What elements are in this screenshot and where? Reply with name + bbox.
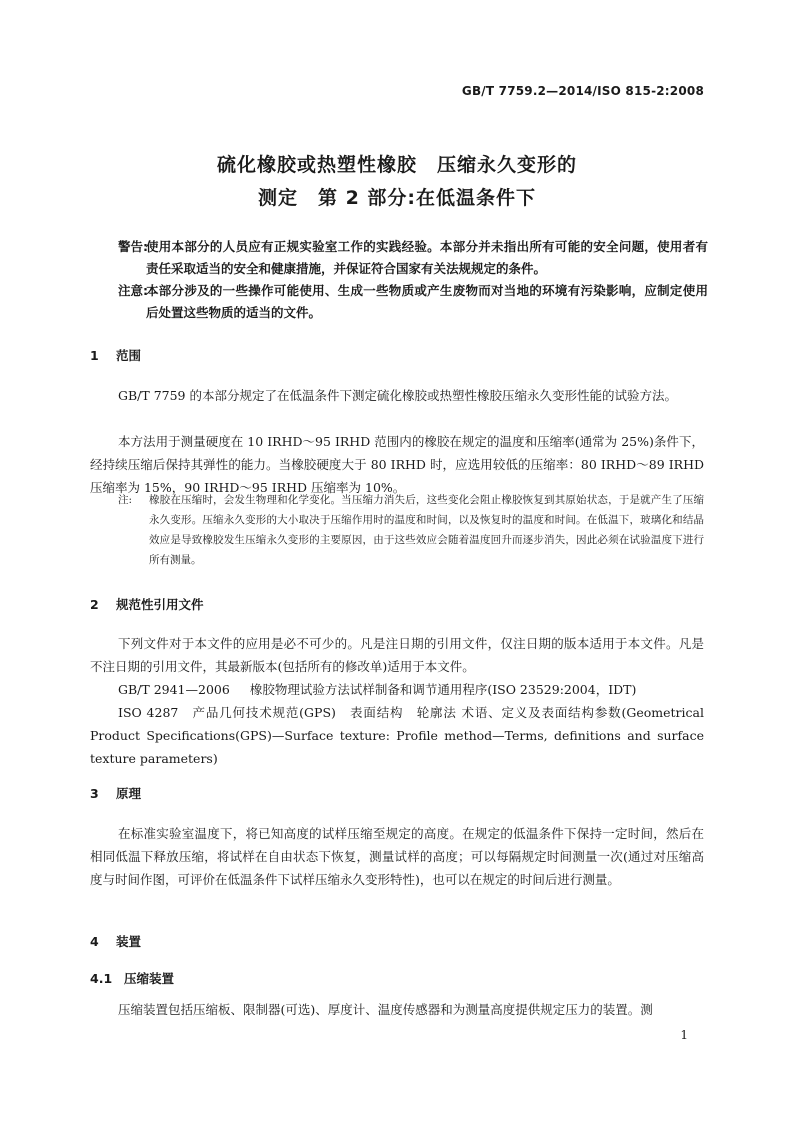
- section-title: 装置: [116, 934, 142, 949]
- subsection-number: 4.1: [90, 971, 113, 986]
- section-2-heading: [90, 595, 204, 613]
- section-3-paragraph-1: 在标准实验室温度下，将已知高度的试样压缩至规定的高度。在规定的低温条件下保持一定时间，然后在相同低温下释放压缩，将试样在自由状态下恢复，测量试样的高度；可以每隔规定时间测量一次(通过对压缩高度与时间作图，可评价在低温条件下试样压缩永久变形特性)，也可以在规定的时间后进行测量。: [90, 826, 704, 887]
- normative-reference-2: ISO 4287 产品几何技术规范(GPS) 表面结构 轮廓法 术语、定义及表面结构参数(Geometrical Product Specifications(GPS)—Surface texture: Profile method—Terms, definitions and surface texture parameters): [90, 705, 704, 766]
- reference-code: GB/T 2941—2006: [118, 682, 230, 697]
- note-text: 橡胶在压缩时，会发生物理和化学变化。当压缩力消失后，这些变化会阻止橡胶恢复到其原始状态，于是就产生了压缩永久变形。压缩永久变形的大小取决于压缩作用时的温度和时间，以及恢复时的温度和时间。在低温下，玻璃化和结晶效应是导致橡胶发生压缩永久变形的主要原因，由于这些效应会随着温度回升而逐步消失，因此必须在试验温度下进行所有测量。: [149, 494, 704, 566]
- section-3-heading: [90, 784, 141, 802]
- section-title: 范围: [116, 348, 142, 363]
- section-4-1-paragraph-1: 压缩装置包括压缩板、限制器(可选)、厚度计、温度传感器和为测量高度提供规定压力的装置。测: [118, 1002, 653, 1017]
- section-number: 4: [90, 934, 99, 949]
- section-1-paragraph-2: 本方法用于测量硬度在 10 IRHD～95 IRHD 范围内的橡胶在规定的温度和压缩率(通常为 25%)条件下，经持续压缩后保持其弹性的能力。当橡胶硬度大于 80 IRHD 时，应选用较低的压缩率：80 IRHD～89 IRHD 压缩率为 15%，90 IRHD～95 IRHD 压缩率为 10%。: [90, 434, 704, 495]
- section-number: 3: [90, 786, 99, 801]
- section-number: 2: [90, 597, 99, 612]
- note-label: 注:: [118, 494, 133, 506]
- section-1-paragraph-1: GB/T 7759 的本部分规定了在低温条件下测定硫化橡胶或热塑性橡胶压缩永久变形性能的试验方法。: [118, 388, 677, 403]
- normative-reference-1: [118, 678, 636, 701]
- section-4-heading: [90, 932, 141, 950]
- section-2-paragraph-1: 下列文件对于本文件的应用是必不可少的。凡是注日期的引用文件，仅注日期的版本适用于本文件。凡是不注日期的引用文件，其最新版本(包括所有的修改单)适用于本文件。: [90, 636, 704, 674]
- section-number: 1: [90, 348, 99, 363]
- reference-title: 橡胶物理试验方法试样制备和调节通用程序(ISO 23529:2004，IDT): [249, 682, 637, 697]
- warning-text: 使用本部分的人员应有正规实验室工作的实践经验。本部分并未指出所有可能的安全问题，使用者有责任采取适当的安全和健康措施，并保证符合国家有关法规规定的条件。: [146, 239, 708, 276]
- caution-block: [118, 280, 708, 324]
- subsection-title: 压缩装置: [124, 971, 175, 986]
- standard-code: GB/T 7759.2—2014/ISO 815-2:2008: [461, 84, 704, 98]
- section-title: 规范性引用文件: [116, 597, 204, 612]
- subsection-4-1-heading: [90, 969, 174, 987]
- title-line-2: 测定 第 2 部分:在低温条件下: [257, 187, 537, 209]
- caution-text: 本部分涉及的一些操作可能使用、生成一些物质或产生废物而对当地的环境有污染影响，应制定使用后处置这些物质的适当的文件。: [146, 283, 708, 320]
- section-1-note: [118, 490, 704, 570]
- warning-label: 警告:: [118, 239, 148, 254]
- title-line-1: 硫化橡胶或热塑性橡胶 压缩永久变形的: [216, 154, 577, 176]
- warning-block: [118, 236, 708, 280]
- caution-label: 注意:: [118, 283, 148, 298]
- section-title: 原理: [116, 786, 142, 801]
- page-number: 1: [680, 1028, 688, 1042]
- section-1-heading: [90, 346, 141, 364]
